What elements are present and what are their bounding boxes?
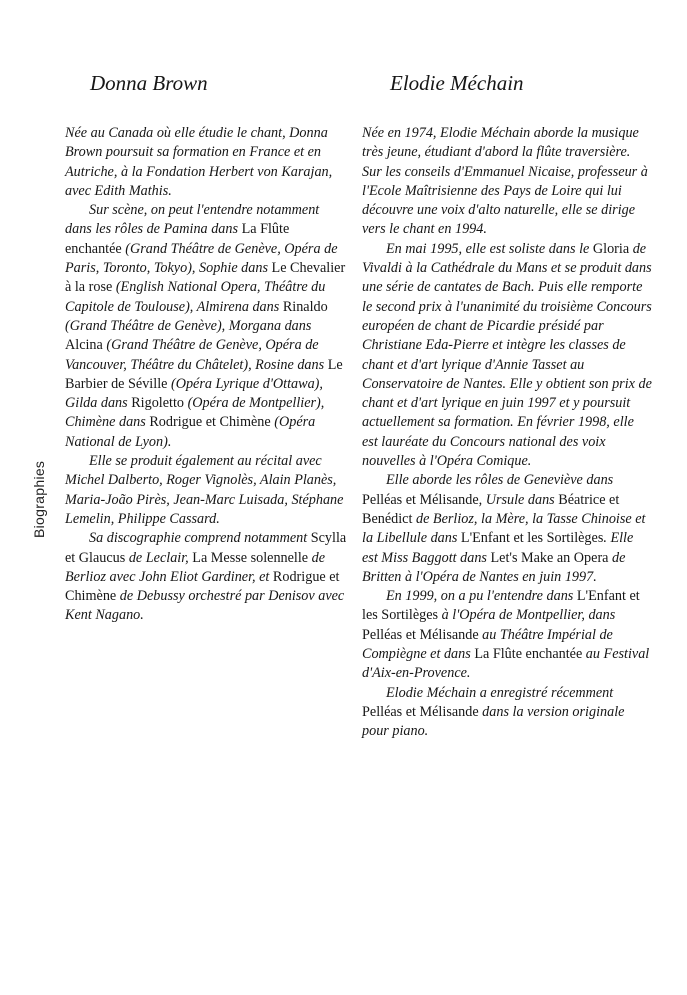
- section-side-label: Biographies: [31, 460, 47, 538]
- artist-name-heading: Elodie Méchain: [390, 71, 524, 95]
- work-title: Pelléas et Mélisande: [362, 626, 479, 643]
- biography-text: [65, 124, 347, 626]
- text-run: En mai 1995, elle est soliste dans le: [386, 240, 593, 257]
- work-title: L'Enfant et les Sortilèges: [460, 530, 604, 547]
- text-run: de Britten à l'Opéra de Nantes en juin 1997.: [362, 549, 626, 585]
- text-run: (Opéra Lyrique d'Ottawa), Gilda dans: [65, 375, 323, 412]
- work-title: Rodrigue et Chimène: [65, 568, 340, 605]
- artist-name-heading: Donna Brown: [90, 71, 208, 95]
- work-title: La Messe solennelle: [192, 549, 309, 566]
- biography-column-right: [362, 70, 652, 742]
- work-title: Scylla et Glaucus: [65, 530, 347, 566]
- work-title: Rinaldo: [282, 298, 328, 315]
- text-run: de Berlioz, la Mère, la Tasse Chinoise et la Libellule dans: [362, 510, 646, 547]
- biography-paragraph: [65, 452, 347, 529]
- work-title: Le Barbier de Séville: [65, 356, 343, 392]
- work-title: Rigoletto: [131, 395, 185, 412]
- biography-paragraph: [362, 587, 652, 683]
- text-run: Elle se produit également au récital avec Michel Dalberto, Roger Vignolès, Alain Planès, Maria-João Pirès, Jean-Marc Luisada, Stéphane Lemelin, Philippe Cassard.: [65, 453, 344, 527]
- biography-paragraph: [65, 201, 347, 452]
- work-title: Béatrice et Benédict: [362, 491, 620, 527]
- text-run: (Opéra de Montpellier), Chimène dans: [65, 395, 325, 431]
- text-run: au Festival d'Aix-en-Provence.: [362, 646, 650, 682]
- biography-paragraph: [362, 684, 652, 742]
- text-run: En 1999, on a pu l'entendre dans: [386, 588, 577, 605]
- work-title: Gloria: [592, 240, 630, 257]
- text-run: à l'Opéra de Montpellier, dans: [438, 607, 616, 624]
- text-run: de Debussy orchestré par Denisov avec Kent Nagano.: [65, 588, 345, 624]
- biography-text: [362, 124, 652, 742]
- work-title: Let's Make an Opera: [490, 549, 609, 566]
- text-run: (Opéra National de Lyon).: [65, 414, 316, 450]
- text-run: (Grand Théâtre de Genève, Opéra de Vancouver, Théâtre du Châtelet), Rosine dans: [65, 337, 328, 373]
- text-run: Née en 1974, Elodie Méchain aborde la musique très jeune, étudiant d'abord la flûte traversière. Sur les conseils d'Emmanuel Nicaise, professeur à l'Ecole Maîtrisienne des Pays de Loire qui lui découvre une voix d'alto naturelle, elle se dirige vers le chant en 1994.: [362, 125, 648, 238]
- text-run: (English National Opera, Théâtre du Capitole de Toulouse), Almirena dans: [65, 279, 326, 315]
- biography-paragraph: [362, 240, 652, 472]
- text-run: de Leclair,: [125, 549, 193, 566]
- text-run: dans la version originale pour piano.: [362, 703, 625, 740]
- text-run: Sur scène, on peut l'entendre notamment dans les rôles de Pamina dans: [65, 202, 320, 238]
- text-run: de Vivaldi à la Cathédrale du Mans et se produit dans une série de cantates de Bach. Puis elle remporte le second prix à l'unanimité du troisième Concours européen de chant de Picardie présidé par Christiane Eda-Pierre et intègre les classes de chant et d'art lyrique d'Annie Tasset au Conservatoire de Nantes. Elle y obtient son prix de chant et d'art lyrique en juin 1997 et y poursuit actuellement sa formation. En février 1998, elle est lauréate du Concours national des voix nouvelles à l'Opéra Comique.: [362, 240, 652, 470]
- text-run: Sa discographie comprend notamment: [89, 530, 311, 547]
- biography-paragraph: [65, 124, 347, 201]
- work-title: Rodrigue et Chimène: [149, 414, 271, 431]
- work-title: L'Enfant et les Sortilèges: [362, 588, 640, 624]
- biography-paragraph: [362, 471, 652, 587]
- work-title: Alcina: [65, 337, 103, 354]
- work-title: La Flûte enchantée: [65, 221, 290, 257]
- text-run: Elodie Méchain a enregistré récemment: [386, 684, 614, 701]
- work-title: Le Chevalier à la rose: [65, 260, 346, 296]
- biography-paragraph: [65, 529, 347, 625]
- text-run: . Elle est Miss Baggott dans: [362, 530, 634, 566]
- work-title: La Flûte enchantée: [474, 646, 583, 663]
- text-run: au Théâtre Impérial de Compiègne et dans: [362, 626, 613, 663]
- text-run: (Grand Théâtre de Genève, Opéra de Paris, Toronto, Tokyo), Sophie dans: [65, 240, 338, 277]
- text-run: (Grand Théâtre de Genève), Morgana dans: [65, 317, 312, 334]
- text-run: Elle aborde les rôles de Geneviève dans: [386, 472, 614, 489]
- text-run: Née au Canada où elle étudie le chant, Donna Brown poursuit sa formation en France et en Autriche, à la Fondation Herbert von Karajan, avec Edith Mathis.: [65, 125, 333, 199]
- work-title: Pelléas et Mélisande: [362, 491, 479, 508]
- biography-column-left: [65, 70, 347, 626]
- text-run: , Ursule dans: [478, 491, 559, 508]
- work-title: Pelléas et Mélisande: [362, 703, 479, 720]
- biography-paragraph: [362, 124, 652, 240]
- text-run: de Berlioz avec John Eliot Gardiner, et: [65, 549, 326, 585]
